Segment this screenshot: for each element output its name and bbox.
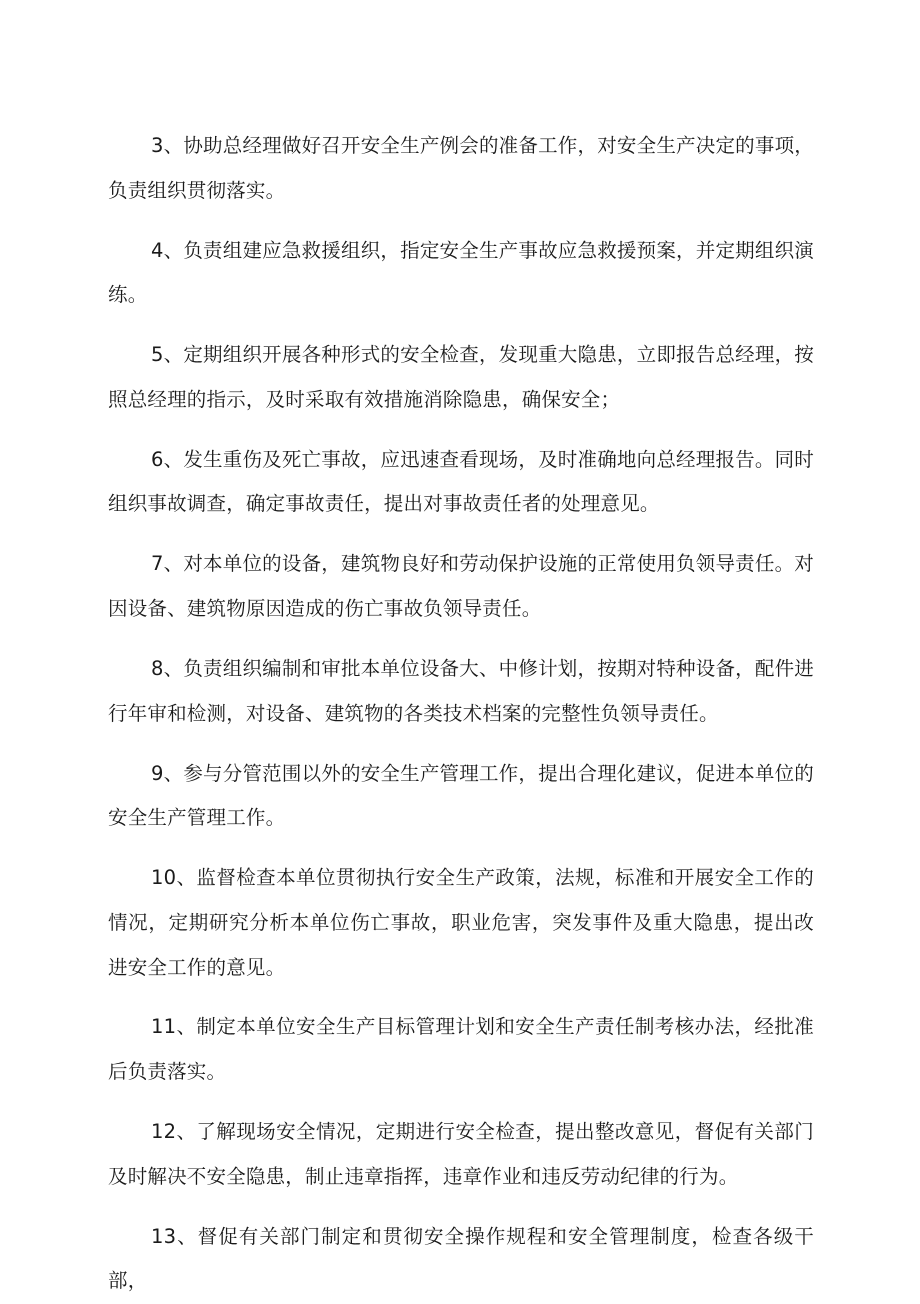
paragraph-item-7: 7、对本单位的设备，建筑物良好和劳动保护设施的正常使用负领导责任。对因设备、建筑物原因造成的伤亡事故负领导责任。	[108, 552, 814, 621]
paragraph-item-9: 9、参与分管范围以外的安全生产管理工作，提出合理化建议，促进本单位的安全生产管理工作。	[108, 761, 814, 830]
paragraph-item-4: 4、负责组建应急救援组织，指定安全生产事故应急救援预案，并定期组织演练。	[108, 238, 814, 307]
paragraph-item-5: 5、定期组织开展各种形式的安全检查，发现重大隐患，立即报告总经理，按照总经理的指示，及时采取有效措施消除隐患，确保安全；	[108, 343, 814, 411]
paragraph-item-8: 8、负责组织编制和审批本单位设备大、中修计划，按期对特种设备，配件进行年审和检测，对设备、建筑物的各类技术档案的完整性负领导责任。	[108, 656, 814, 725]
document-body	[108, 124, 814, 1304]
paragraph-item-12: 12、了解现场安全情况，定期进行安全检查，提出整改意见，督促有关部门及时解决不安全隐患，制止违章指挥，违章作业和违反劳动纪律的行为。	[108, 1120, 814, 1188]
paragraph-item-3: 3、协助总经理做好召开安全生产例会的准备工作，对安全生产决定的事项，负责组织贯彻落实。	[108, 134, 814, 202]
paragraph-item-11: 11、制定本单位安全生产目标管理计划和安全生产责任制考核办法，经批准后负责落实。	[108, 1015, 814, 1084]
paragraph-item-10: 10、监督检查本单位贯彻执行安全生产政策，法规，标准和开展安全工作的情况，定期研究分析本单位伤亡事故，职业危害，突发事件及重大隐患，提出改进安全工作的意见。	[108, 866, 814, 979]
paragraph-item-6: 6、发生重伤及死亡事故，应迅速查看现场，及时准确地向总经理报告。同时组织事故调查，确定事故责任，提出对事故责任者的处理意见。	[108, 447, 814, 516]
paragraph-item-13: 13、督促有关部门制定和贯彻安全操作规程和安全管理制度，检查各级干部，	[108, 1224, 814, 1293]
